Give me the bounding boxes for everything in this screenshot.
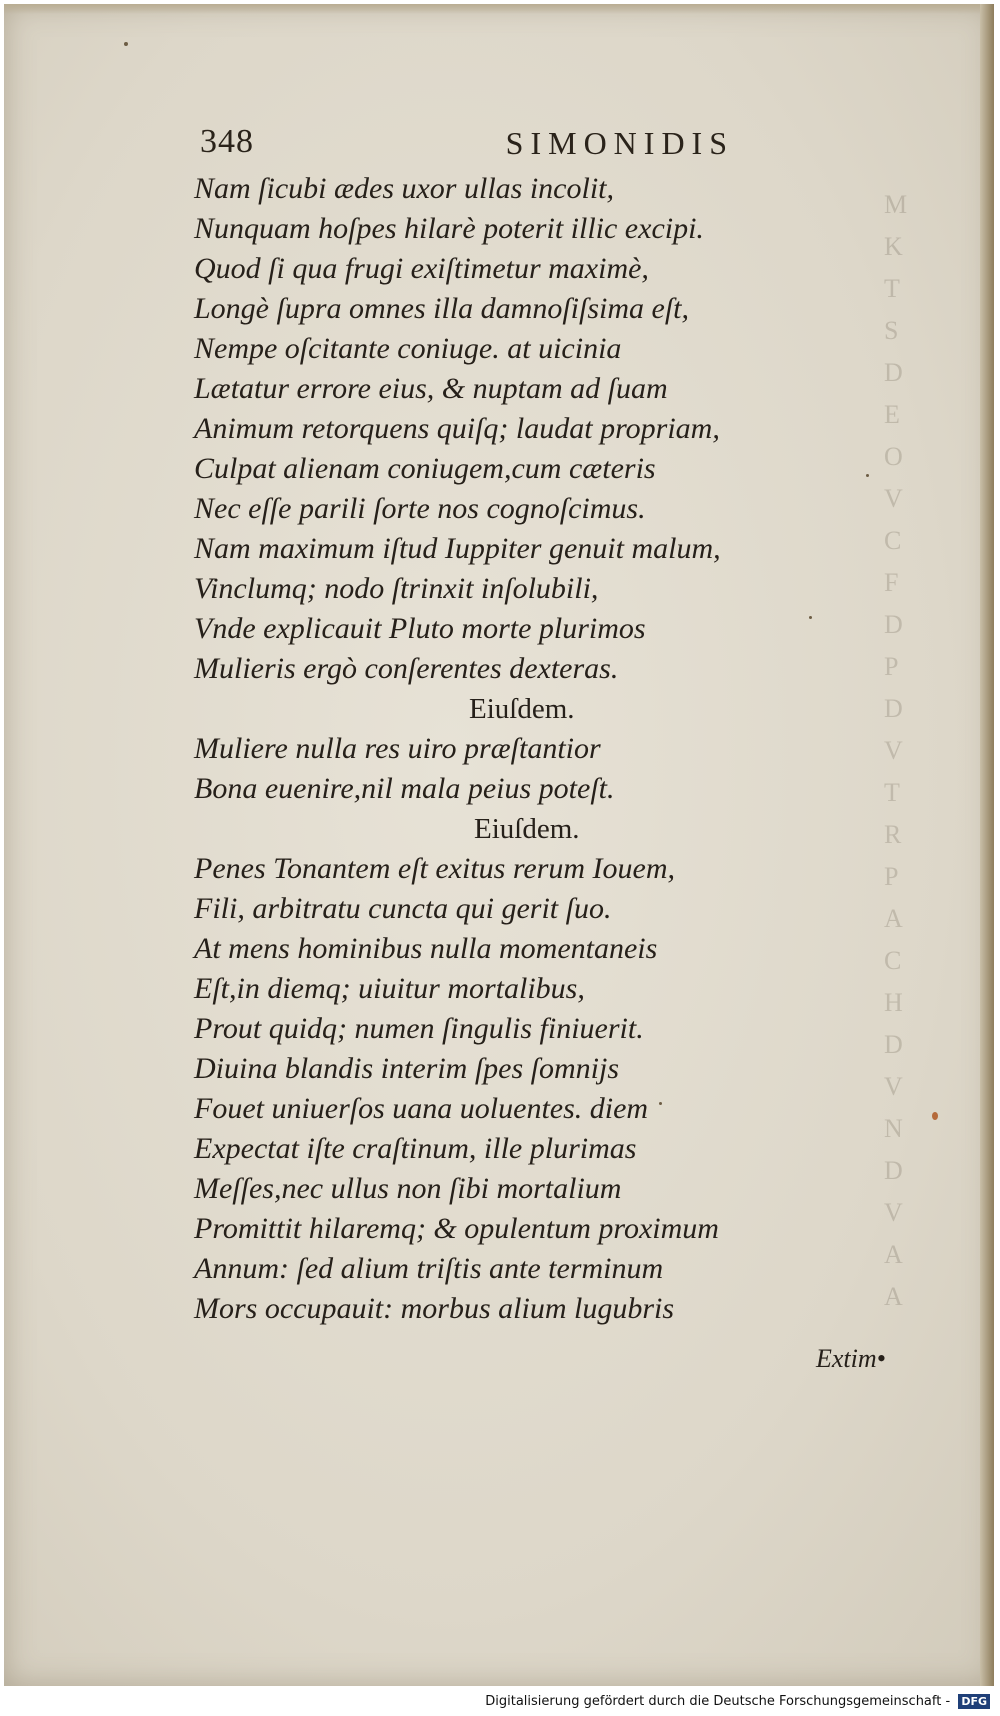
verse-line: Nec eſſe parili ſorte nos cognoſcimus.: [194, 492, 646, 525]
verse-line: Annum: ſed alium triſtis ante terminum: [194, 1252, 664, 1285]
verse-line: Muliere nulla res uiro præſtantior: [194, 732, 601, 765]
page-number: 348: [200, 123, 254, 160]
poem-3: [194, 809, 774, 1329]
running-title: SIMONIDIS: [505, 125, 734, 161]
verse-line: Lætatur errore eius, & nuptam ad ſuam: [194, 372, 668, 405]
verse-line: Longè ſupra omnes illa damnoſiſsima eſt,: [194, 292, 689, 325]
poem-1: [194, 169, 774, 689]
catchword: Extim•: [816, 1344, 886, 1373]
digitization-credit: [485, 1692, 990, 1712]
verse-line: Penes Tonantem eſt exitus rerum Iouem,: [194, 852, 676, 885]
verse-line: Bona euenire,nil mala peius poteſt.: [194, 772, 615, 805]
section-heading: Eiuſdem.: [474, 813, 580, 845]
page-top-edge: [4, 4, 994, 14]
verse-line: Fouet uniuerſos uana uoluentes. diem: [194, 1092, 649, 1125]
verse-line: Animum retorquens quiſq; laudat propriam,: [194, 412, 720, 445]
section-heading: Eiuſdem.: [469, 693, 575, 725]
verse-line: Fili, arbitratu cuncta qui gerit ſuo.: [194, 892, 612, 925]
verse-line: Culpat alienam coniugem,cum cæteris: [194, 452, 656, 485]
verse-line: Meſſes,nec ullus non ſibi mortalium: [194, 1172, 622, 1205]
verse-line: Quod ſi qua frugi exiſtimetur maximè,: [194, 252, 649, 285]
credit-text: Digitalisierung gefördert durch die Deutsche Forschungsgemeinschaft -: [485, 1694, 951, 1709]
book-page-scan: [4, 4, 994, 1686]
dfg-logo-badge: DFG: [958, 1694, 990, 1709]
verse-line: Nunquam hoſpes hilarè poterit illic excipi.: [194, 212, 704, 245]
verse-line: Vnde explicauit Pluto morte plurimos: [194, 612, 646, 645]
verse-line: Eſt,in diemq; uiuitur mortalibus,: [194, 972, 585, 1005]
poem-2: [194, 689, 774, 809]
verse-line: Expectat iſte craſtinum, ille plurimas: [194, 1132, 637, 1165]
poem-text-block: [194, 169, 774, 1329]
verse-line: Promittit hilaremq; & opulentum proximum: [194, 1212, 719, 1245]
verse-line: Nam maximum iſtud Iuppiter genuit malum,: [194, 532, 721, 565]
verse-line: Mors occupauit: morbus alium lugubris: [194, 1292, 674, 1325]
verse-line: Nempe oſcitante coniuge. at uicinia: [194, 332, 622, 365]
verse-line: Nam ſicubi ædes uxor ullas incolit,: [194, 172, 614, 205]
verse-line: At mens hominibus nulla momentaneis: [194, 932, 658, 965]
verse-line: Prout quidq; numen ſingulis finiuerit.: [194, 1012, 644, 1045]
verse-line: Diuina blandis interim ſpes ſomnijs: [194, 1052, 620, 1085]
page-header: [200, 119, 734, 171]
verse-line: Mulieris ergò conſerentes dexteras.: [194, 652, 619, 685]
verse-line: Vinclumq; nodo ſtrinxit inſolubili,: [194, 572, 599, 605]
facing-page-bleed-through: M K T S D E O V C F D P D V T R P A C H D V N D V A A: [884, 190, 908, 1311]
